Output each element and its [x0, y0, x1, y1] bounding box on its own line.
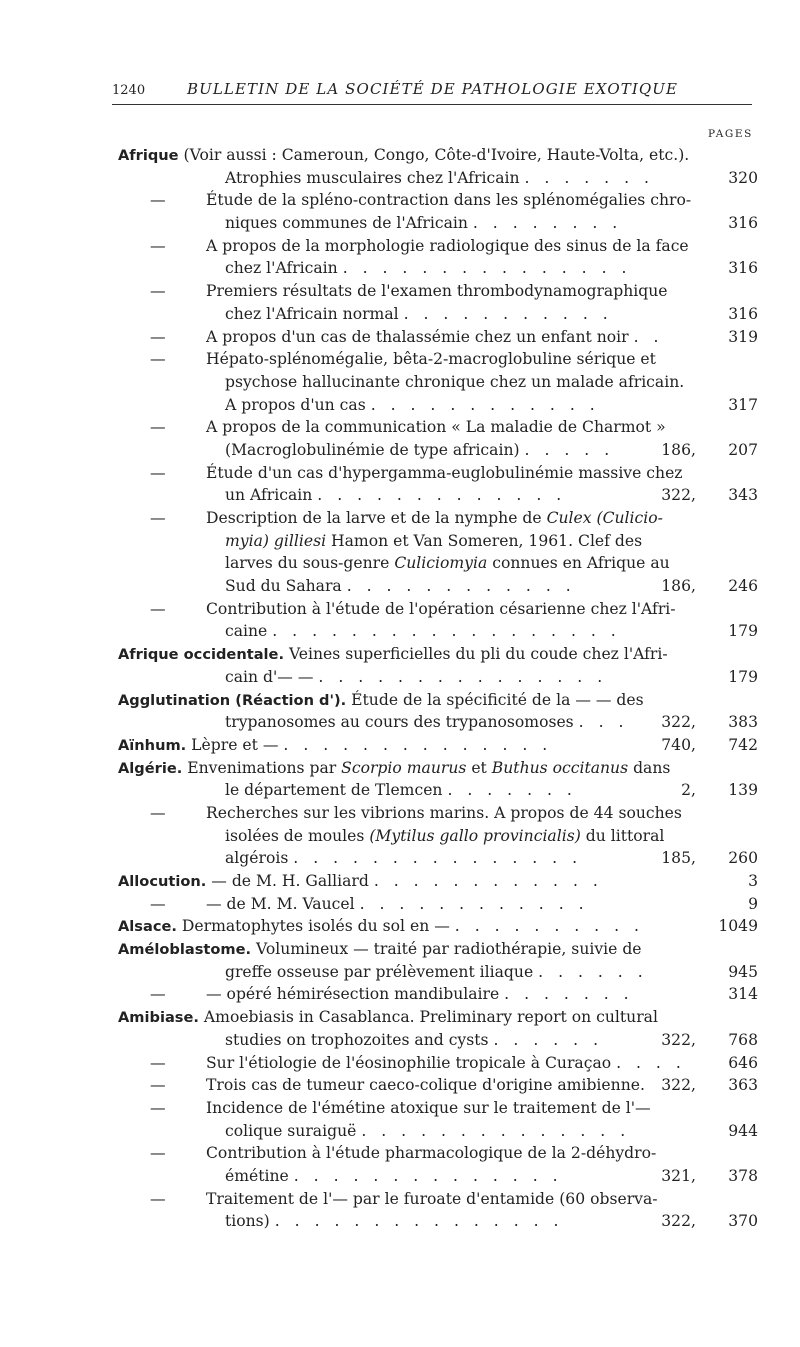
entry-text: greffe osseuse par prélèvement iliaque — [225, 962, 534, 981]
index-line — [118, 1142, 758, 1165]
entry-text: algérois — [225, 849, 289, 868]
dash-mark: — — [150, 985, 166, 1004]
dash-mark: — — [150, 894, 166, 913]
italic-text: Scorpio maurus — [341, 758, 467, 777]
index-line — [118, 893, 758, 916]
page-reference: 378 — [728, 1166, 758, 1185]
dash-mark: — — [150, 803, 166, 822]
index-line — [118, 575, 758, 598]
running-header — [112, 74, 752, 105]
index-line — [118, 530, 758, 553]
page-reference: 945 — [728, 962, 758, 981]
page-reference: 646 — [728, 1053, 758, 1072]
entry-text: chez l'Africain — [225, 259, 338, 278]
volume-reference: 2, — [681, 781, 696, 800]
page-number: 1240 — [112, 83, 146, 98]
index-line — [118, 779, 758, 802]
italic-text: Culex (Culicio- — [546, 509, 663, 527]
page-reference: 319 — [728, 327, 758, 346]
index-line — [118, 167, 758, 190]
index-line — [118, 303, 758, 326]
index-line — [118, 235, 758, 258]
page-reference: 179 — [728, 622, 758, 641]
italic-text: (Mytilus gallo provincialis) — [369, 826, 581, 845]
entry-text: A propos de la morphologie radiologique des sinus de la face — [206, 236, 689, 255]
volume-reference: 322, — [661, 713, 696, 732]
entry-text: Trois cas de tumeur caeco-colique d'origine amibienne. — [206, 1076, 645, 1095]
index-line — [118, 598, 758, 621]
entry-text: Hamon et Van Someren, 1961. Clef des — [326, 531, 643, 550]
index-line — [118, 802, 758, 825]
leader-dots: . . . . . . . . — [472, 214, 623, 233]
dash-mark: — — [150, 1076, 166, 1095]
leader-dots: . . . . . . . — [504, 985, 634, 1004]
index-line — [118, 734, 758, 757]
leader-dots: . . . . . . . . . . . . — [373, 872, 603, 890]
entry-text: Sur l'étiologie de l'éosinophilie tropicale à Curaçao — [206, 1053, 612, 1072]
index-body — [118, 144, 758, 1233]
page-reference: 207 — [728, 440, 758, 459]
index-line — [118, 915, 758, 938]
entry-text: A propos d'un cas — [225, 395, 366, 414]
page-reference: 260 — [728, 849, 758, 868]
index-line — [118, 212, 758, 235]
page-reference: 370 — [728, 1212, 758, 1231]
entry-text: caine — [225, 622, 268, 641]
leader-dots: . . . . . . — [493, 1030, 604, 1049]
index-line — [118, 416, 758, 439]
index-line — [118, 189, 758, 212]
entry-text: et — [466, 758, 492, 777]
page-reference: 246 — [728, 577, 758, 596]
index-line — [118, 870, 758, 893]
entry-text: Contribution à l'étude pharmacologique de la 2-déhydro- — [206, 1144, 657, 1163]
dash-mark: — — [150, 1189, 166, 1208]
index-heading: Alsace. — [118, 918, 177, 936]
index-heading: Agglutination (Réaction d'). — [118, 691, 347, 709]
dash-mark: — — [150, 282, 166, 301]
index-line — [118, 394, 758, 417]
index-line — [118, 643, 758, 666]
entry-text: Lèpre et — — [186, 735, 279, 754]
index-heading: Allocution. — [118, 873, 207, 890]
italic-text: myia) gilliesi — [225, 531, 327, 550]
page-reference: 179 — [728, 667, 758, 686]
leader-dots: . . . . . — [524, 440, 615, 459]
entry-text: trypanosomes au cours des trypanosomoses — [225, 713, 574, 732]
leader-dots: . . . . . . . . . . . . — [370, 395, 600, 414]
leader-dots: . . . . . . . . . . . . . . . — [318, 667, 608, 686]
entry-text: chez l'Africain normal — [225, 304, 399, 323]
volume-reference: 322, — [661, 486, 696, 505]
index-line — [118, 1074, 758, 1097]
index-heading: Amibiase. — [118, 1009, 199, 1027]
volume-reference: 321, — [661, 1166, 696, 1185]
index-line — [118, 348, 758, 371]
index-line — [118, 711, 758, 734]
leader-dots: . . . . . . . — [447, 781, 577, 800]
entry-text: Incidence de l'émétine atoxique sur le traitement de l'— — [206, 1098, 651, 1117]
index-line — [118, 280, 758, 303]
index-line — [118, 144, 758, 167]
index-line — [118, 757, 758, 780]
index-line — [118, 666, 758, 689]
index-line — [118, 326, 758, 349]
entry-text: du littoral — [580, 826, 665, 845]
leader-dots: . . . . . . . . . . . . . . . — [274, 1212, 564, 1231]
entry-text: niques communes de l'Africain — [225, 214, 468, 233]
leader-dots: . . . . . . . — [524, 168, 654, 187]
entry-text: colique suraiguë — [225, 1121, 357, 1140]
index-line — [118, 1006, 758, 1029]
leader-dots: . . . . . . . . . . . . — [359, 894, 589, 913]
page-reference: 314 — [728, 985, 758, 1004]
page-reference: 9 — [748, 894, 758, 913]
dash-mark: — — [150, 509, 166, 527]
leader-dots: . . . . . . . . . . . . . . . . . . — [272, 622, 621, 641]
volume-reference: 322, — [661, 1076, 696, 1095]
index-heading: Afrique — [118, 147, 179, 164]
dash-mark: — — [150, 463, 166, 482]
page-reference: 139 — [728, 781, 758, 800]
page-reference: 317 — [728, 395, 758, 414]
entry-text: — de M. H. Galliard — [206, 872, 369, 890]
entry-text: A propos d'un cas de thalassémie chez un enfant noir — [206, 327, 629, 346]
entry-text: Amoebiasis in Casablanca. Preliminary report on cultural — [198, 1008, 658, 1027]
index-heading: Afrique occidentale. — [118, 646, 284, 664]
entry-text: Premiers résultats de l'examen thrombodynamographique — [206, 282, 668, 301]
leader-dots: . . . . . . . . . . . . . . — [293, 1166, 563, 1185]
index-line — [118, 439, 758, 462]
entry-text: Volumineux — traité par radiothérapie, suivie de — [251, 940, 642, 959]
dash-mark: — — [150, 350, 166, 369]
volume-reference: 185, — [661, 849, 696, 868]
entry-text: Dermatophytes isolés du sol en — — [176, 917, 450, 936]
entry-text: Étude de la spléno-contraction dans les splénomégalies chro- — [206, 191, 692, 210]
index-line — [118, 938, 758, 961]
index-line — [118, 1052, 758, 1075]
running-title: BULLETIN DE LA SOCIÉTÉ DE PATHOLOGIE EXOTIQUE — [187, 80, 679, 98]
page-reference: 768 — [728, 1030, 758, 1049]
index-line — [118, 689, 758, 712]
dash-mark: — — [150, 1144, 166, 1163]
entry-text: Étude d'un cas d'hypergamma-euglobulinémie massive chez — [206, 463, 683, 482]
entry-text: dans — [628, 758, 671, 777]
italic-text: Culiciomyia — [394, 554, 488, 573]
index-line — [118, 1188, 758, 1211]
leader-dots: . . . . . . . . . . . . — [346, 577, 576, 596]
page-reference: 742 — [728, 735, 758, 754]
entry-text: Sud du Sahara — [225, 577, 342, 596]
index-heading: Algérie. — [118, 759, 183, 777]
italic-text: Buthus occitanus — [491, 758, 629, 777]
index-heading: Aïnhum. — [118, 736, 187, 754]
pages-column-label: PAGES — [708, 128, 753, 140]
index-line — [118, 507, 758, 530]
index-line — [118, 825, 758, 848]
entry-text: studies on trophozoites and cysts — [225, 1030, 489, 1049]
entry-text: isolées de moules — [225, 826, 370, 845]
dash-mark: — — [150, 418, 166, 437]
page-reference: 320 — [728, 168, 758, 187]
index-line — [118, 1097, 758, 1120]
page-reference: 363 — [728, 1076, 758, 1095]
dash-mark: — — [150, 1098, 166, 1117]
entry-text: Description de la larve et de la nymphe de — [206, 509, 547, 527]
entry-text: Traitement de l'— par le furoate d'entamide (60 observa- — [206, 1189, 658, 1208]
entry-text: A propos de la communication « La maladie de Charmot » — [206, 418, 666, 437]
volume-reference: 186, — [661, 577, 696, 596]
dash-mark: — — [150, 191, 166, 210]
entry-text: un Africain — [225, 486, 313, 505]
volume-reference: 186, — [661, 440, 696, 459]
page-reference: 316 — [728, 214, 758, 233]
index-line — [118, 620, 758, 643]
page-reference: 316 — [728, 304, 758, 323]
leader-dots: . . . . . . . . . . . . . . . — [342, 259, 632, 278]
page-reference: 3 — [748, 872, 758, 890]
entry-text: Veines superficielles du pli du coude chez l'Afri- — [284, 645, 668, 664]
entry-text: larves du sous-genre — [225, 554, 395, 573]
index-line — [118, 257, 758, 280]
index-line — [118, 371, 758, 394]
leader-dots: . . . . . . . . . . . . . . — [283, 735, 553, 754]
index-line — [118, 484, 758, 507]
page-reference: 343 — [728, 486, 758, 505]
entry-text: émétine — [225, 1166, 289, 1185]
page-reference: 383 — [728, 713, 758, 732]
index-line — [118, 1029, 758, 1052]
index-line — [118, 1210, 758, 1233]
leader-dots: . . . . . . . . . . . . . . — [361, 1121, 631, 1140]
index-line — [118, 552, 758, 575]
index-line — [118, 1165, 758, 1188]
index-line — [118, 983, 758, 1006]
volume-reference: 322, — [661, 1030, 696, 1049]
entry-text: psychose hallucinante chronique chez un malade africain. — [225, 372, 685, 391]
entry-text: le département de Tlemcen — [225, 781, 443, 800]
dash-mark: — — [150, 1053, 166, 1072]
volume-reference: 322, — [661, 1212, 696, 1231]
page-reference: 1049 — [718, 917, 758, 936]
index-line — [118, 961, 758, 984]
leader-dots: . . . — [578, 713, 629, 732]
entry-text: (Voir aussi : Cameroun, Congo, Côte-d'Ivoire, Haute-Volta, etc.). — [178, 146, 690, 164]
leader-dots: . . . . . . . . . . . — [403, 304, 613, 323]
volume-reference: 740, — [661, 735, 696, 754]
leader-dots: . . . . . . — [538, 962, 648, 981]
entry-text: Contribution à l'étude de l'opération césarienne chez l'Afri- — [206, 599, 676, 618]
entry-text: Recherches sur les vibrions marins. A propos de 44 souches — [206, 803, 682, 822]
leader-dots: . . . . . . . . . . . . . . . — [293, 849, 583, 868]
entry-text: Étude de la spécificité de la — — des — [346, 690, 644, 709]
entry-text: Hépato-splénomégalie, bêta-2-macroglobuline sérique et — [206, 350, 656, 369]
page-reference: 316 — [728, 259, 758, 278]
entry-text: Atrophies musculaires chez l'Africain — [225, 168, 520, 187]
index-line — [118, 462, 758, 485]
dash-mark: — — [150, 327, 166, 346]
dash-mark: — — [150, 236, 166, 255]
leader-dots: . . — [633, 327, 664, 346]
leader-dots: . . . . . . . . . . — [454, 917, 644, 936]
entry-text: (Macroglobulinémie de type africain) — [225, 440, 520, 459]
entry-text: — de M. M. Vaucel — [206, 894, 355, 913]
leader-dots: . . . . . . . . . . . . . — [317, 486, 567, 505]
entry-text: connues en Afrique au — [487, 554, 670, 573]
entry-text: cain d'— — — [225, 667, 314, 686]
entry-text: — opéré hémirésection mandibulaire — [206, 985, 500, 1004]
leader-dots: . . . . — [616, 1053, 686, 1072]
page-reference: 944 — [728, 1121, 758, 1140]
index-heading: Améloblastome. — [118, 941, 252, 959]
entry-text: tions) — [225, 1212, 270, 1231]
index-line — [118, 847, 758, 870]
entry-text: Envenimations par — [182, 758, 342, 777]
index-line — [118, 1120, 758, 1143]
dash-mark: — — [150, 599, 166, 618]
